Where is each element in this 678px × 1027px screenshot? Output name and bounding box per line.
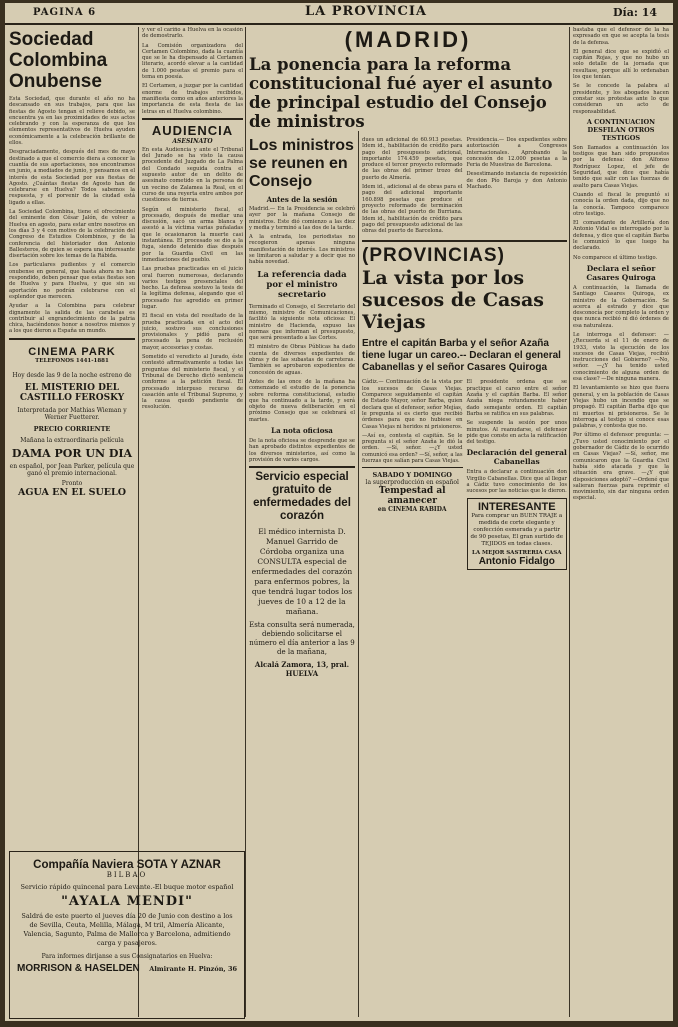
article-paragraph: Terminado el Consejo, el Secretario del mismo, ministro de Comunicaciones, facilitó la siguiente nota oficiosa: El ministro de Hacienda, expuso las normas que informan el presupuesto, que será presentado a las Cortes. xyxy=(249,303,355,342)
column-4 xyxy=(362,137,567,1021)
sota-aznar-ad xyxy=(9,851,245,1019)
sabado-title: SABADO Y DOMINGO xyxy=(372,471,452,480)
article-paragraph: Sometido el veredicto al Jurado, éste contestó afirmativamente a todas las preguntas del ministerio fiscal, y el Tribunal de Derecho dictó sentencia conforme a la petición fiscal. El procesado interpuso recurso de casación ante el Tribunal Supremo, y la causa quedó pendiente de resolución. xyxy=(142,354,243,411)
article-paragraph: El comandante de Artillería don Antonio Vidal es interrogado por la defensa, y dice que el capitán Barba le comunicó lo que luego ha declarado. xyxy=(573,220,669,252)
article-paragraph: En esta Audiencia y ante el Tribunal del Jurado se ha visto la causa procedente del Juzgado de La Palma del Condado seguida contra el supuesto autor de un delito de asesinato cometido en la persona de un vecino de Zalamea la Real, en el curso de una reyerta entre ambos por cuestiones de tierras. xyxy=(142,146,243,204)
ad-ship: "AYALA MENDI" xyxy=(61,894,193,909)
column-rule xyxy=(245,27,246,1017)
servicio-address: Alcalá Zamora, 13, pral. xyxy=(254,660,350,670)
ad-details: Saldrá de este puerto el jueves día 20 de Junio con destino a los de Sevilla, Ceuta, Melilla, Málaga, M tril, Almería Alicante, Valencia, Sagunto, Palma de Mallorca y Barcelona, admitiendo carga y pasajeros. xyxy=(21,912,233,947)
ad-address: Almirante H. Pinzón, 36 xyxy=(149,965,237,973)
article-paragraph: Antes de las once de la mañana ha comenzado el estudio de la ponencia sobre reforma constitucional, estudio que ha continuado a la tarde, y será objeto de nueva deliberación en el próximo Consejo que se celebrará el martes. xyxy=(249,378,355,423)
article-paragraph: Le interroga el defensor: —¿Recuerda si el 11 de enero de 1933, visto la ejecución de los sucesos de Casas Viejas, recibió instrucciones del Gobierno? —No, señor. —¿Y ha tenido usted conocimiento de alguna orden de esa clase? —De ninguna manera. xyxy=(573,331,669,383)
article-paragraph: Esta Sociedad, que durante el año no ha descansado en sus trabajos, para que las fiestas de Agosto tengan el relieve debido, se encuentra ya en las proximidades de sus actos celebrando y con la esperanza de que los elementos representativos de Huelva ayuden económicamente a la celebración brillante de ellos. xyxy=(9,96,135,147)
column-1 xyxy=(9,27,135,846)
interesante-text: Para comprar un BUEN TRAJE a medida de corte elegante y confección esmerada y a partir de 90 pesetas, El gran surtido de TEJIDOS en todas clases. xyxy=(470,512,563,547)
article-paragraph: El presidente ordena que se practique el careo entre el señor Azaña y el capitán Barba. El señor Azaña niega rotundamente haber dado semejante orden. El capitán Barba se ratifica en sus palabras. xyxy=(466,379,567,417)
article-paragraph: El levantamiento se hizo que fuera general, y en la población de Casas Viejas hubo un incendio que se propagó. El capitán Barba dijo que ni muertos ni prisioneros. Se le interroga al testigo si conoce esas palabras, y contesta que no. xyxy=(573,385,669,430)
article-paragraph: Madrid.— En la Presidencia se celebró ayer por la mañana Consejo de ministros. Este dió comienzo a las diez y media y terminó a las dos de la tarde. xyxy=(249,206,355,231)
interesante-name: Antonio Fidalgo xyxy=(478,555,555,567)
servicio-text-2: Esta consulta será numerada, debiendo solicitarse el número el día anterior a las 9 de la mañana, xyxy=(249,621,355,657)
casas-viejas-subhead: Entre el capitán Barba y el señor Azaña tiene lugar un careo.-- Declaran el general Cabanellas y el señor Casares Quiroga xyxy=(362,338,561,374)
cinema-film-1: EL MISTERIO DEL CASTILLO FEROSKY xyxy=(19,382,125,403)
article-paragraph: Según el ministerio fiscal, el procesado, después de mediar una discusión, sacó un arma blanca y asestó a la víctima varias puñaladas que le ocasionaron la muerte casi instantánea. El procesado se dio a la fuga, siendo detenido días después por la Guardia Civil en las inmediaciones del pueblo. xyxy=(142,206,243,263)
antes-title: Antes de la sesión xyxy=(266,195,338,204)
newspaper-name: LA PROVINCIA xyxy=(305,4,427,19)
article-paragraph: Cuando el fiscal le preguntó si conocía la orden dada, dijo que no la conocía. Tampoco comparece otro testigo. xyxy=(573,191,669,217)
article-paragraph: Desestimando instancia de reposición de don Pío Baroja y don Antonio Machado. xyxy=(466,171,567,191)
audiencia-subtitle: ASESINATO xyxy=(172,137,213,145)
nota-title: La nota oficiosa xyxy=(271,426,333,436)
article-paragraph: Entra a declarar a continuación don Virgilio Cabanellas. Dice que al llegar a Cádiz tuvo conocimiento de los sucesos por las noticias que le dieron. xyxy=(466,469,567,495)
servicio-title: Servicio especial gratuito de enfermedades del corazón xyxy=(253,471,351,523)
cinema-name: CINEMA PARK xyxy=(28,345,116,358)
article-paragraph: Los particulares pudientes y el comercio onubense en general, que hasta ahora no han respondido, deben pensar que estas fiestas son de Huelva y para Huelva, y que sin su aportación no podrán celebrarse con el esplendor que merecen. xyxy=(9,262,135,300)
column-5 xyxy=(573,27,669,1021)
casas-viejas-headline: La vista por los sucesos de Casas Viejas xyxy=(362,267,544,334)
cinema-park-ad xyxy=(9,346,135,498)
interesante-title: INTERESANTE xyxy=(477,500,556,513)
provincias-title: (PROVINCIAS) xyxy=(362,245,505,267)
page-number: PAGINA 6 xyxy=(33,7,97,18)
article-paragraph: Idem id., adicional al de obras para el pago del adicional importante 160.898 pesetas que produce el proyecto reformado de terminación de las obras del puerto de Burriana. Idem id., habilitación de crédito para pago del presupuesto adicional de las obras del puerto de Barcelona. xyxy=(362,184,463,235)
sabado-text: la superproducción en español xyxy=(365,479,459,487)
cinema-film-2: DAMA POR UN DIA xyxy=(11,446,133,460)
column-3 xyxy=(249,137,355,1021)
sabado-film: Tempestad al amanecer xyxy=(378,486,446,507)
article-paragraph: A continuación, la llamada de Santiago Casares Quiroga, ex ministro de la Gobernación. Se acerca al estrado y dice que desconocía por completo la orden y que nunca recibió ni dió órdenes de esa naturaleza. xyxy=(573,284,669,329)
casares-title: Declara el señor Casares Quiroga xyxy=(586,263,656,282)
ad-company: Compañía Naviera SOTA Y AZNAR xyxy=(33,859,221,871)
article-title-colombina: Sociedad Colombina Onubense xyxy=(9,29,108,92)
article-paragraph: y ver el cariño a Huelva en la ocasión de demostrarlo. xyxy=(142,27,243,40)
article-paragraph: Se le concede la palabra al presidente, y los abogados hacen constar sus protestas ante lo que consideran un acto de responsabilidad. xyxy=(573,83,669,115)
article-paragraph: Las pruebas practicadas en el juicio oral fueron numerosas, declarando varios testigos presenciales del hecho. La defensa sostuvo la tesis de la legítima defensa, alegando que el procesado fue agredido en primer lugar. xyxy=(142,266,243,310)
cinema-tomorrow: Mañana la extraordinaria película xyxy=(20,436,124,444)
madrid-title: (MADRID) xyxy=(344,27,472,52)
article-paragraph: De la nota oficiosa se desprende que se han aprobado distintos expedientes de los diversos ministerios, así como la provisión de varios cargos. xyxy=(249,438,355,463)
sabado-cinema-ad xyxy=(362,471,463,513)
ministers-subhead: Los ministros se reunen en Consejo xyxy=(249,137,354,190)
cinema-cast-2: en español, por Jean Parker, película que ganó el premio internacional. xyxy=(9,462,135,477)
article-paragraph: Por último el defensor pregunta: —¿Tuvo usted conocimiento por el gobernador de Cádiz de lo ocurrido en Casas Viejas? —Sí, señor, me comunicaron que la Guardia Civil había sido atacada y que la situación era grave. —¿Y qué disposiciones adoptó? —Ordené que salieran fuerzas para reprimir el movimiento, sin dar ninguna orden especial. xyxy=(573,432,669,502)
referencia-title: La referencia dada por el ministro secretario xyxy=(257,269,347,300)
ad-agent: MORRISON & HASELDEN xyxy=(17,963,140,974)
column-2 xyxy=(142,27,243,846)
article-paragraph: El Certamen, a juzgar por la cantidad enorme de trabajos recibidos, manifiesta como en años anteriores la importancia de esta fiesta de las letras en el Huelva colombino. xyxy=(142,83,243,115)
cinema-film-3: AGUA EN EL SUELO xyxy=(18,486,126,498)
article-paragraph: Desgraciadamente, después del mes de mayo destinado a que el comercio diera a conocer la cuantía de sus aportaciones, nos encontramos en junio, a mediados de junio, y pensamos en el interés de esta Sociedad por sus fiestas de Agosto. ¿Cuántas fiestas de Agosto han de celebrarse en Huelva? Todos sabemos la respuesta, y el porvenir de la ciudad está ligado a ellas. xyxy=(9,149,135,206)
article-paragraph: Presidencia.— Dos expedientes sobre autorización a Congresos Internacionales. Aprobando la concesión de 12.000 pesetas a la Feria de Muestras de Barcelona. xyxy=(466,137,567,169)
heart-service-ad xyxy=(249,471,355,678)
interesante-ad xyxy=(467,498,568,570)
article-paragraph: No comparece el último testigo. xyxy=(573,254,658,261)
article-paragraph: A la entrada, los periodistas no recogieron apenas ninguna manifestación de interés. Los ministros se limitaron a saludar y a decir que no había novedad. xyxy=(249,234,355,266)
sabado-cinema: en CINEMA RABIDA xyxy=(377,506,447,514)
interesante-footer: LA MEJOR SASTRERIA CASA xyxy=(472,549,562,556)
column-rule xyxy=(358,131,359,1017)
issue-day: Día: 14 xyxy=(613,6,658,19)
ad-contact: Para informes dirijanse a sus Consignatarios en Huelva: xyxy=(41,953,213,960)
article-paragraph: bastaba que el defensor de la ha expresado en que se acepta la tesis de la defensa. xyxy=(573,27,669,46)
cinema-today: Hoy desde las 9 de la noche estreno de xyxy=(12,371,132,379)
article-paragraph: —Así es, contesta el capitán. Se le pregunta si el señor Azaña le dió la orden. —Sí, señor. —¿Y usted comunicó esa orden? —Sí, señor, a las fuerzas que salían para Casas Viejas. xyxy=(362,432,463,465)
cinema-prices: PRECIO CORRIENTE xyxy=(33,424,111,433)
testigos-title: A CONTINUACION DESFILAN OTROS TESTIGOS xyxy=(586,117,656,142)
madrid-section-head xyxy=(249,27,567,131)
article-paragraph: Son llamados a continuación los testigos que han sido propuestos por la defensa: don Alfonso Rodríguez Lopez, el jefe de Seguridad, que dice que había tenido que salir con las fuerzas de asalto para Casas Viejas. xyxy=(573,144,669,189)
ad-city: BILBAO xyxy=(106,871,148,879)
cinema-soon: Pronto xyxy=(61,479,83,487)
article-paragraph: dues un adicional de 60.913 pesetas. Idem id., habilitación de crédito para pago del presupuesto adicional, importante 174.459 pesetas, que produce el tercer proyecto reformado de las obras del primer trozo del puerto de Almería. xyxy=(362,137,463,181)
madrid-headline: La ponencia para la reforma constitucional fué ayer el asunto de principal estudio del Consejo de ministros xyxy=(249,55,553,131)
audiencia-title: AUDIENCIA xyxy=(151,122,234,138)
article-paragraph: El ministro de Obras Públicas ha dado cuenta de diversos expedientes de obras y de las subastas de carreteras. También se aprobaron expedientes de concesión de aguas. xyxy=(249,344,355,376)
servicio-text: El médico internista D. Manuel Garrido de Córdoba organiza una CONSULTA especial de enfermedades del corazón para enfermos pobres, la que tendrá lugar todos los jueves de 10 a 12 de la mañana. xyxy=(251,527,353,617)
cinema-cast-1: Interpretada por Mathias Wieman y Werner Fuetterer. xyxy=(17,406,127,421)
article-paragraph: El general dice que se expidió el capitán Rojas, y que no hubo un solo detalle de la jornada que resultase, porque allí lo ordenaban los que tenían. xyxy=(573,48,669,81)
column-rule xyxy=(569,27,570,1017)
page-header xyxy=(5,3,673,25)
article-paragraph: Se suspende la sesión por unos minutos. Al reanudarse, el defensor pide que conste en acta la ratificación del testigo. xyxy=(466,420,567,446)
article-paragraph: Ayudar a la Colombina para celebrar dignamente la salida de las carabelas es contribuir al engrandecimiento de la patria chica, haciéndonos honor a nosotros mismos y a los que dieron a España un mundo. xyxy=(9,303,135,335)
cabanellas-title: Declaración del general Cabanellas xyxy=(466,448,567,467)
cinema-phone: TELEFONOS 1441-1881 xyxy=(35,357,109,364)
article-paragraph: Cádiz.— Continuación de la vista por los sucesos de Casas Viejas. Comparece seguidamente el capitán de Estado Mayor, señor Barba, quien declara que el defensor, señor Mejías, le pregunta si es cierto que recibió órdenes para que no hubiese en Casas Viejas ni heridos ni prisioneros. xyxy=(362,379,463,430)
servicio-city: HUELVA xyxy=(285,669,319,679)
newspaper-page xyxy=(5,3,673,1021)
article-paragraph: La Sociedad Colombina, tiene el ofrecimiento del eminente don César Jalón, de volver a Huelva en agosto, para estar entre nosotros en los días 3 y 4 con motivo de la celebración del Congreso de Estudios Colombinos, y de la conferencia del historiador don Antonio Ballesteros, de quien se espera una interesante disertación sobre los temas de la Rábida. xyxy=(9,209,135,260)
article-paragraph: El fiscal en vista del resultado de la prueba practicada en el acto del juicio, sostuvo sus conclusiones provisionales y pidió para el procesado la pena de reclusión mayor, accesorias y costas. xyxy=(142,313,243,351)
ad-service: Servicio rápido quincenal para Levante.-El buque motor español xyxy=(20,883,234,891)
article-paragraph: La Comisión organizadora del Certamen Colombino, dada la cuantía que se le ha dispensado al Certamen literario, acordó elevar a la cantidad de 1.000 pesetas el premio para el tema en poesía. xyxy=(142,42,243,81)
